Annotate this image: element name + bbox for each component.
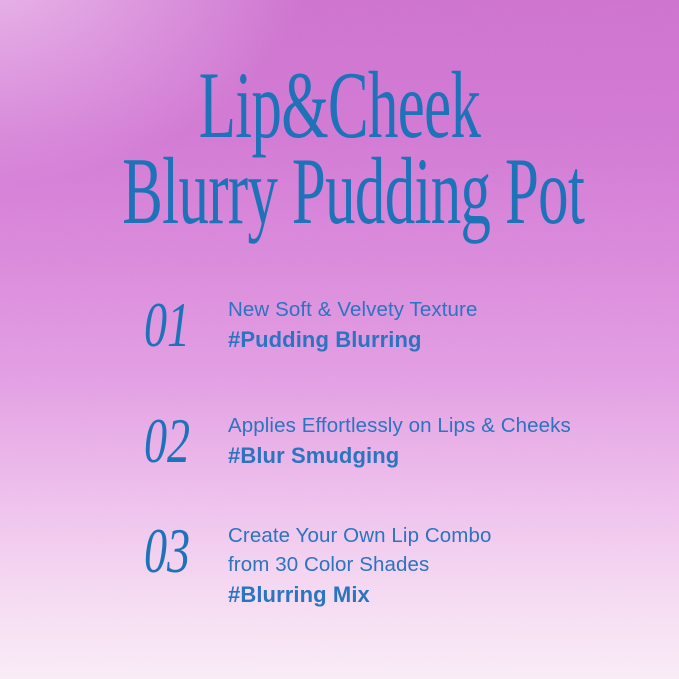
product-title-line-1: Lip&Cheek — [198, 52, 481, 158]
feature-number: 01 — [144, 289, 191, 360]
feature-hashtag: #Blurring Mix — [228, 582, 370, 607]
feature-hashtag: #Pudding Blurring — [228, 327, 422, 352]
feature-item — [144, 515, 649, 610]
product-title — [0, 52, 679, 244]
feature-text — [228, 411, 571, 471]
feature-description — [228, 411, 571, 440]
feature-list — [144, 289, 649, 610]
feature-text — [228, 521, 491, 610]
feature-description-line: Applies Effortlessly on Lips & Cheeks — [228, 414, 571, 437]
feature-description — [228, 521, 491, 579]
feature-hashtag: #Blur Smudging — [228, 443, 400, 468]
product-title-line-2: Blurry Pudding Pot — [122, 138, 585, 244]
feature-description — [228, 295, 477, 324]
feature-description-line: Create Your Own Lip Combo — [228, 524, 492, 547]
feature-description-line: New Soft & Velvety Texture — [228, 298, 478, 321]
feature-item — [144, 289, 649, 360]
feature-text — [228, 295, 477, 355]
feature-description-line: from 30 Color Shades — [228, 553, 430, 576]
feature-item — [144, 405, 649, 476]
feature-number: 03 — [144, 515, 191, 586]
feature-number: 02 — [144, 405, 191, 476]
